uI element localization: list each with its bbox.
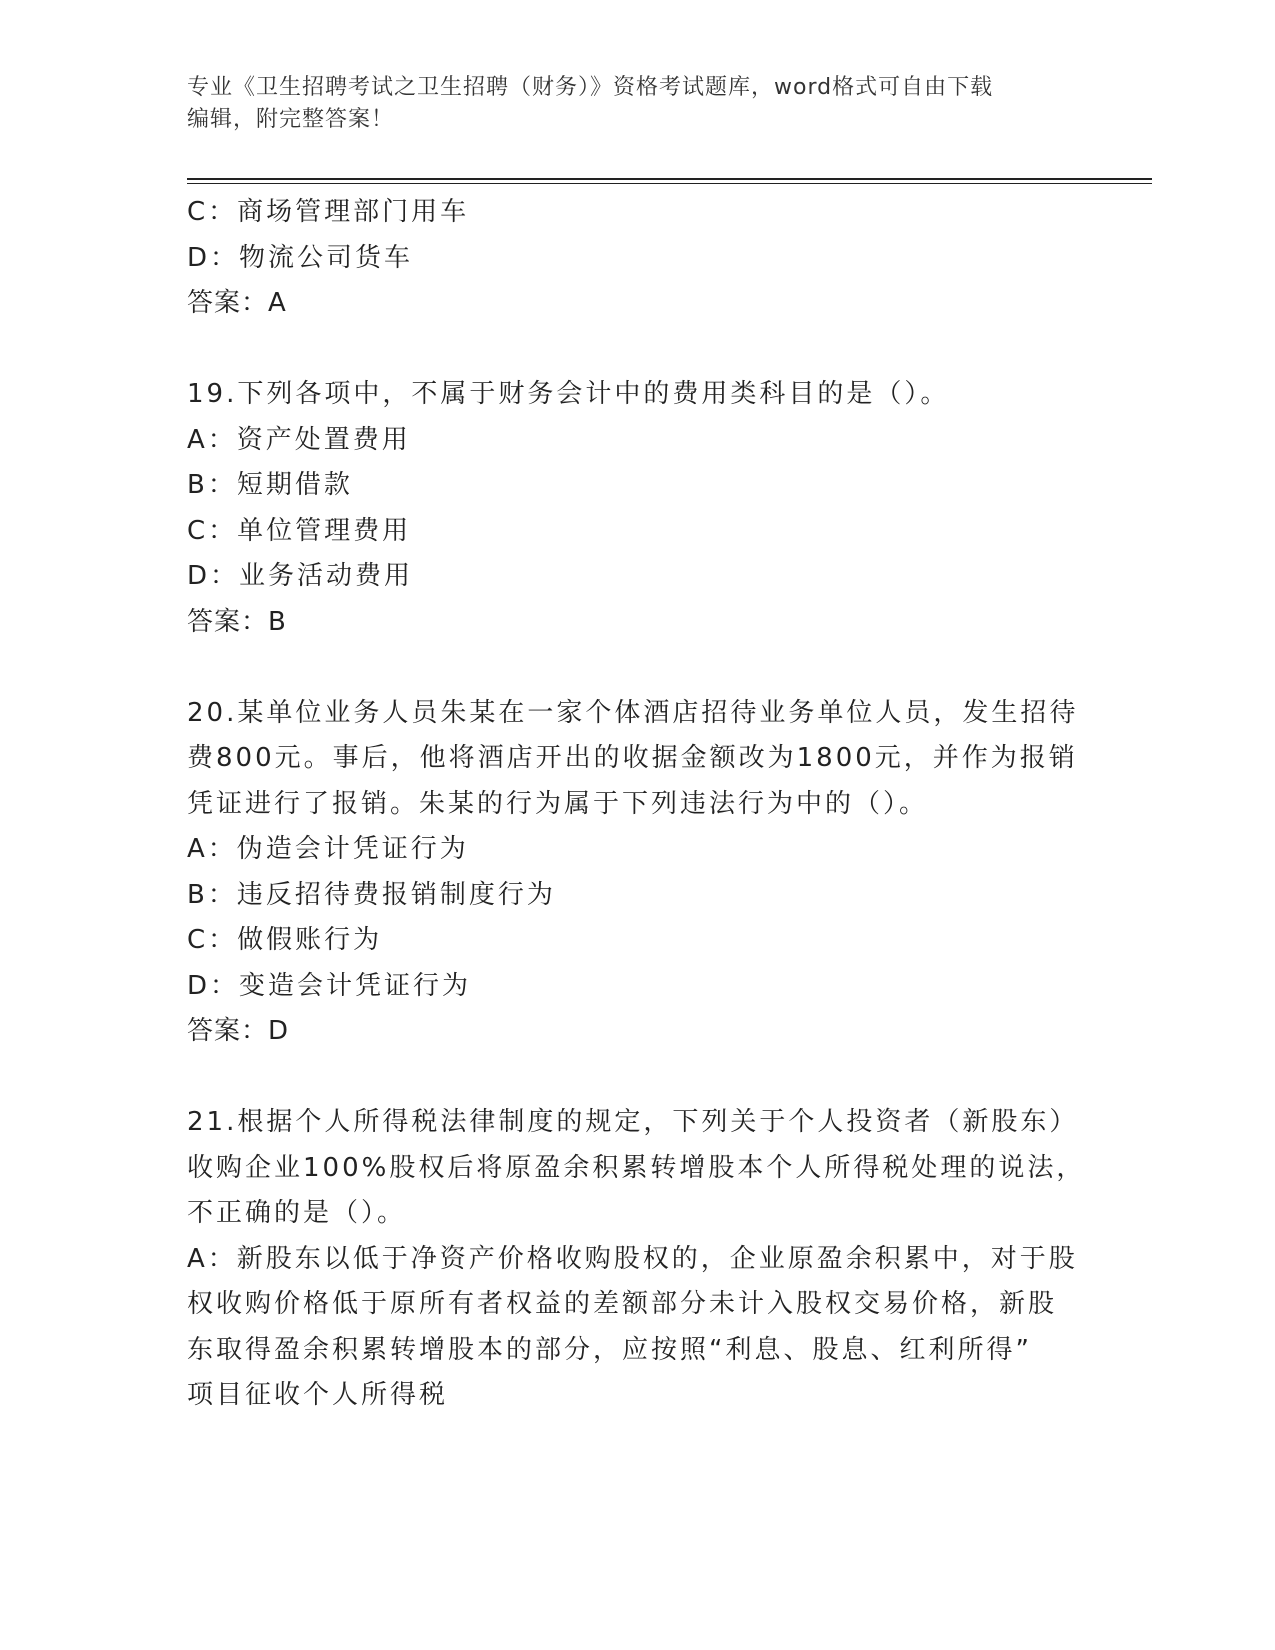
question-19 (187, 372, 1087, 645)
option-a-line-2: 权收购价格低于原所有者权益的差额部分未计入股权交易价格，新股 (187, 1289, 1058, 1319)
option-a-line-4: 项目征收个人所得税 (187, 1380, 449, 1410)
option-a-line-1: A：新股东以低于净资产价格收购股权的，企业原盈余积累中，对于股 (187, 1243, 1078, 1274)
question-20 (187, 691, 1087, 1055)
question-text-line-1: 21.根据个人所得税法律制度的规定，下列关于个人投资者（新股东） (187, 1107, 1079, 1137)
option-d: D：物流公司货车 (187, 242, 414, 273)
option-a-line-3: 东取得盈余积累转增股本的部分，应按照“利息、股息、红利所得” (187, 1334, 1032, 1365)
answer: 答案：A (187, 288, 287, 318)
option-d: D：变造会计凭证行为 (187, 970, 472, 1001)
option-c: C：商场管理部门用车 (187, 197, 470, 227)
question-text-line-2: 费800元。事后，他将酒店开出的收据金额改为1800元，并作为报销 (187, 743, 1078, 773)
question-text-line-2: 收购企业100%股权后将原盈余积累转增股本个人所得税处理的说法， (187, 1152, 1086, 1183)
option-c: C：做假账行为 (187, 925, 383, 955)
question-text-line-1: 20.某单位业务人员朱某在一家个体酒店招待业务单位人员，发生招待 (187, 697, 1079, 728)
question-21 (187, 1100, 1087, 1419)
header-line-1: 专业《卫生招聘考试之卫生招聘（财务）》资格考试题库，word格式可自由下载 (187, 75, 994, 100)
question-18-tail (187, 190, 1087, 327)
header-divider-thin (187, 183, 1152, 184)
spacer (187, 645, 1087, 691)
question-text-line-3: 凭证进行了报销。朱某的行为属于下列违法行为中的（）。 (187, 788, 929, 819)
option-a: A：伪造会计凭证行为 (187, 834, 469, 864)
question-content (187, 190, 1087, 1419)
option-b: B：短期借款 (187, 470, 353, 500)
option-d: D：业务活动费用 (187, 561, 414, 591)
option-b: B：违反招待费报销制度行为 (187, 879, 556, 910)
answer: 答案：B (187, 606, 287, 637)
answer: 答案：D (187, 1016, 290, 1046)
spacer (187, 327, 1087, 373)
option-c: C：单位管理费用 (187, 515, 412, 546)
header-line-2: 编辑，附完整答案！ (187, 107, 395, 132)
spacer (187, 1055, 1087, 1101)
option-a: A：资产处置费用 (187, 424, 411, 455)
question-text-line-3: 不正确的是（）。 (187, 1198, 407, 1228)
document-header (187, 72, 1067, 136)
question-text: 19.下列各项中，不属于财务会计中的费用类科目的是（）。 (187, 379, 950, 409)
header-divider-thick (187, 178, 1152, 180)
